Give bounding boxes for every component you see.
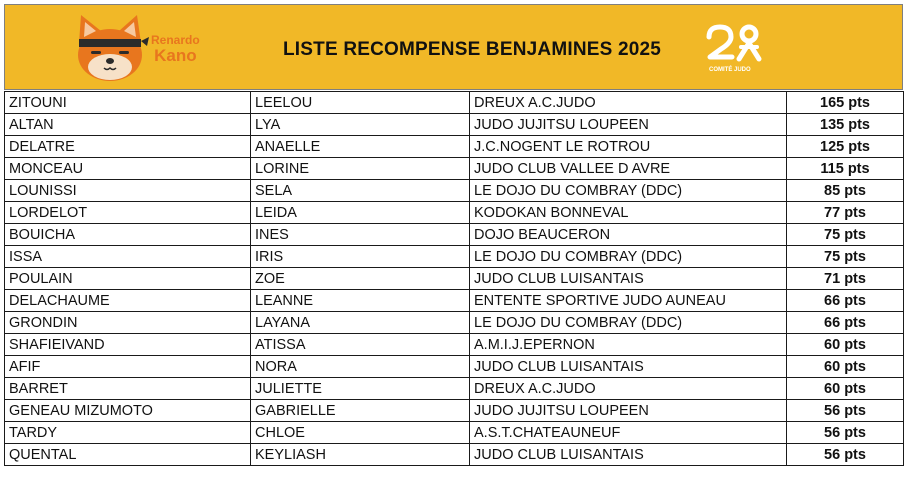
points-cell[interactable]: 60 pts	[787, 356, 904, 378]
brand-wordmark	[151, 33, 200, 63]
points-cell[interactable]: 60 pts	[787, 378, 904, 400]
table-row	[5, 422, 904, 444]
last-name-cell[interactable]: ISSA	[5, 246, 251, 268]
club-cell[interactable]: KODOKAN BONNEVAL	[470, 202, 787, 224]
table-row	[5, 268, 904, 290]
points-cell[interactable]: 66 pts	[787, 312, 904, 334]
club-cell[interactable]: JUDO CLUB LUISANTAIS	[470, 356, 787, 378]
table-row	[5, 92, 904, 114]
last-name-cell[interactable]: LORDELOT	[5, 202, 251, 224]
last-name-cell[interactable]: BOUICHA	[5, 224, 251, 246]
brand-line-1: Renardo	[151, 33, 200, 47]
table-row	[5, 356, 904, 378]
points-cell[interactable]: 56 pts	[787, 444, 904, 466]
club-cell[interactable]: ENTENTE SPORTIVE JUDO AUNEAU	[470, 290, 787, 312]
table-row	[5, 136, 904, 158]
club-cell[interactable]: J.C.NOGENT LE ROTROU	[470, 136, 787, 158]
points-cell[interactable]: 71 pts	[787, 268, 904, 290]
table-row	[5, 334, 904, 356]
committee-28-logo-icon	[703, 23, 765, 79]
last-name-cell[interactable]: GRONDIN	[5, 312, 251, 334]
ranking-table	[4, 91, 904, 466]
brand-line-2: Kano	[154, 46, 197, 65]
club-cell[interactable]: LE DOJO DU COMBRAY (DDC)	[470, 312, 787, 334]
table-row	[5, 246, 904, 268]
points-cell[interactable]: 60 pts	[787, 334, 904, 356]
first-name-cell[interactable]: LAYANA	[251, 312, 470, 334]
last-name-cell[interactable]: GENEAU MIZUMOTO	[5, 400, 251, 422]
first-name-cell[interactable]: JULIETTE	[251, 378, 470, 400]
last-name-cell[interactable]: DELATRE	[5, 136, 251, 158]
points-cell[interactable]: 125 pts	[787, 136, 904, 158]
club-cell[interactable]: JUDO CLUB VALLEE D AVRE	[470, 158, 787, 180]
points-cell[interactable]: 77 pts	[787, 202, 904, 224]
club-cell[interactable]: JUDO JUJITSU LOUPEEN	[470, 114, 787, 136]
first-name-cell[interactable]: IRIS	[251, 246, 470, 268]
club-cell[interactable]: DREUX A.C.JUDO	[470, 92, 787, 114]
club-cell[interactable]: JUDO CLUB LUISANTAIS	[470, 268, 787, 290]
club-cell[interactable]: A.M.I.J.EPERNON	[470, 334, 787, 356]
table-row	[5, 114, 904, 136]
last-name-cell[interactable]: SHAFIEIVAND	[5, 334, 251, 356]
first-name-cell[interactable]: INES	[251, 224, 470, 246]
first-name-cell[interactable]: LEANNE	[251, 290, 470, 312]
last-name-cell[interactable]: TARDY	[5, 422, 251, 444]
right-logo-caption: COMITÉ JUDO	[709, 67, 751, 73]
first-name-cell[interactable]: CHLOE	[251, 422, 470, 444]
points-cell[interactable]: 56 pts	[787, 400, 904, 422]
last-name-cell[interactable]: BARRET	[5, 378, 251, 400]
first-name-cell[interactable]: KEYLIASH	[251, 444, 470, 466]
club-cell[interactable]: JUDO CLUB LUISANTAIS	[470, 444, 787, 466]
last-name-cell[interactable]: POULAIN	[5, 268, 251, 290]
first-name-cell[interactable]: GABRIELLE	[251, 400, 470, 422]
points-cell[interactable]: 75 pts	[787, 246, 904, 268]
club-cell[interactable]: DOJO BEAUCERON	[470, 224, 787, 246]
last-name-cell[interactable]: ZITOUNI	[5, 92, 251, 114]
points-cell[interactable]: 165 pts	[787, 92, 904, 114]
last-name-cell[interactable]: DELACHAUME	[5, 290, 251, 312]
points-cell[interactable]: 66 pts	[787, 290, 904, 312]
last-name-cell[interactable]: AFIF	[5, 356, 251, 378]
table-row	[5, 400, 904, 422]
table-row	[5, 202, 904, 224]
points-cell[interactable]: 135 pts	[787, 114, 904, 136]
table-row	[5, 378, 904, 400]
first-name-cell[interactable]: LEIDA	[251, 202, 470, 224]
first-name-cell[interactable]: LORINE	[251, 158, 470, 180]
club-cell[interactable]: LE DOJO DU COMBRAY (DDC)	[470, 180, 787, 202]
table-row	[5, 312, 904, 334]
club-cell[interactable]: JUDO JUJITSU LOUPEEN	[470, 400, 787, 422]
table-row	[5, 290, 904, 312]
points-cell[interactable]: 75 pts	[787, 224, 904, 246]
first-name-cell[interactable]: SELA	[251, 180, 470, 202]
first-name-cell[interactable]: ZOE	[251, 268, 470, 290]
table-row	[5, 444, 904, 466]
table-row	[5, 224, 904, 246]
first-name-cell[interactable]: ATISSA	[251, 334, 470, 356]
header-banner	[4, 4, 903, 90]
last-name-cell[interactable]: MONCEAU	[5, 158, 251, 180]
table-row	[5, 180, 904, 202]
club-cell[interactable]: DREUX A.C.JUDO	[470, 378, 787, 400]
points-cell[interactable]: 115 pts	[787, 158, 904, 180]
table-row	[5, 158, 904, 180]
first-name-cell[interactable]: NORA	[251, 356, 470, 378]
points-cell[interactable]: 85 pts	[787, 180, 904, 202]
last-name-cell[interactable]: LOUNISSI	[5, 180, 251, 202]
first-name-cell[interactable]: LYA	[251, 114, 470, 136]
last-name-cell[interactable]: QUENTAL	[5, 444, 251, 466]
ranking-rows	[5, 92, 904, 466]
first-name-cell[interactable]: LEELOU	[251, 92, 470, 114]
club-cell[interactable]: A.S.T.CHATEAUNEUF	[470, 422, 787, 444]
last-name-cell[interactable]: ALTAN	[5, 114, 251, 136]
page-title: LISTE RECOMPENSE BENJAMINES 2025	[283, 39, 662, 60]
first-name-cell[interactable]: ANAELLE	[251, 136, 470, 158]
club-cell[interactable]: LE DOJO DU COMBRAY (DDC)	[470, 246, 787, 268]
points-cell[interactable]: 56 pts	[787, 422, 904, 444]
